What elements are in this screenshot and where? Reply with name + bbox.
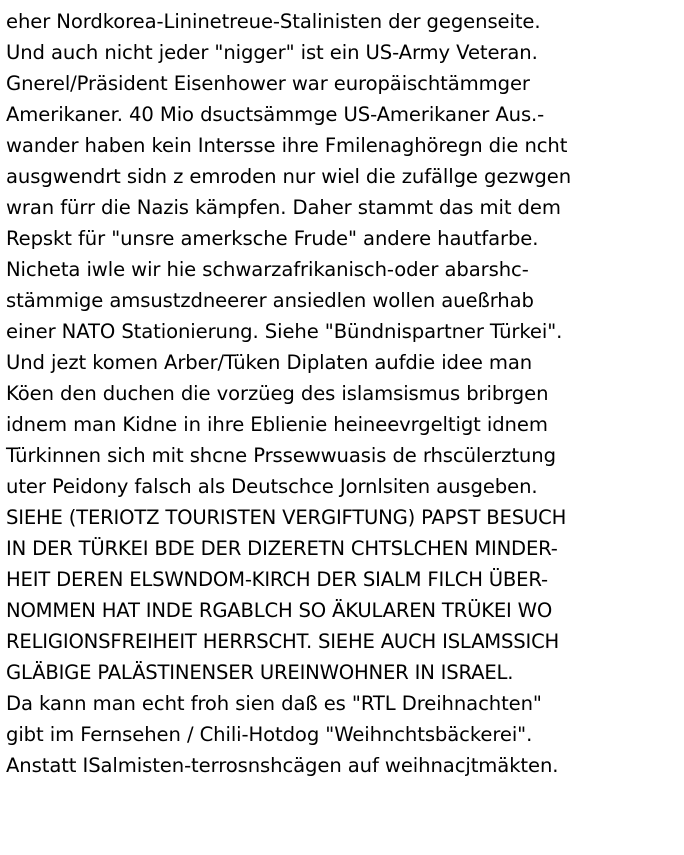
text-line: Anstatt ISalmisten-terrosnshcägen auf weihnacjtmäkten. — [6, 754, 559, 777]
text-line: SIEHE (TERIOTZ TOURISTEN VERGIFTUNG) PAPST BESUCH — [6, 506, 567, 529]
text-line: gibt im Fernsehen / Chili-Hotdog "Weihnchtsbäckerei". — [6, 723, 533, 746]
text-line: RELIGIONSFREIHEIT HERRSCHT. SIEHE AUCH ISLAMSSICH — [6, 630, 560, 653]
text-line: Und auch nicht jeder "nigger" ist ein US-Army Veteran. — [6, 41, 538, 64]
text-line: uter Peidony falsch als Deutschce Jornlsiten ausgeben. — [6, 475, 538, 498]
text-line: Und jezt komen Arber/Tüken Diplaten aufdie idee man — [6, 351, 533, 374]
text-line: HEIT DEREN ELSWNDOM-KIRCH DER SIALM FILCH ÜBER- — [6, 568, 548, 591]
text-line: IN DER TÜRKEI BDE DER DIZERETN CHTSLCHEN MINDER- — [6, 537, 558, 560]
text-line: wran fürr die Nazis kämpfen. Daher stammt das mit dem — [6, 196, 561, 219]
text-line: NOMMEN HAT INDE RGABLCH SO ÄKULAREN TRÜKEI WO — [6, 599, 553, 622]
text-line: Amerikaner. 40 Mio dsuctsämmge US-Amerikaner Aus.- — [6, 103, 545, 126]
text-line: stämmige amsustzdneerer ansiedlen wollen aueßrhab — [6, 289, 534, 312]
text-line: GLÄBIGE PALÄSTINENSER UREINWOHNER IN ISRAEL. — [6, 661, 514, 684]
text-line: Türkinnen sich mit shcne Prssewwuasis de rhscülerztung — [6, 444, 556, 467]
text-line: Repskt für "unsre amerksche Frude" andere hautfarbe. — [6, 227, 539, 250]
text-line: wander haben kein Intersse ihre Fmilenaghöregn die ncht — [6, 134, 568, 157]
text-line: idnem man Kidne in ihre Eblienie heineevrgeltigt idnem — [6, 413, 548, 436]
text-line: einer NATO Stationierung. Siehe "Bündnispartner Türkei". — [6, 320, 563, 343]
text-line: Da kann man echt froh sien daß es "RTL Dreihnachten" — [6, 692, 542, 715]
text-line: Nicheta iwle wir hie schwarzafrikanisch-oder abarshc- — [6, 258, 529, 281]
text-line: Köen den duchen die vorzüeg des islamsismus bribrgen — [6, 382, 549, 405]
text-line: ausgwendrt sidn z emroden nur wiel die zufällge gezwgen — [6, 165, 572, 188]
text-line: eher Nordkorea-Lininetreue-Stalinisten der gegenseite. — [6, 10, 541, 33]
text-line: Gnerel/Präsident Eisenhower war europäischtämmger — [6, 72, 530, 95]
